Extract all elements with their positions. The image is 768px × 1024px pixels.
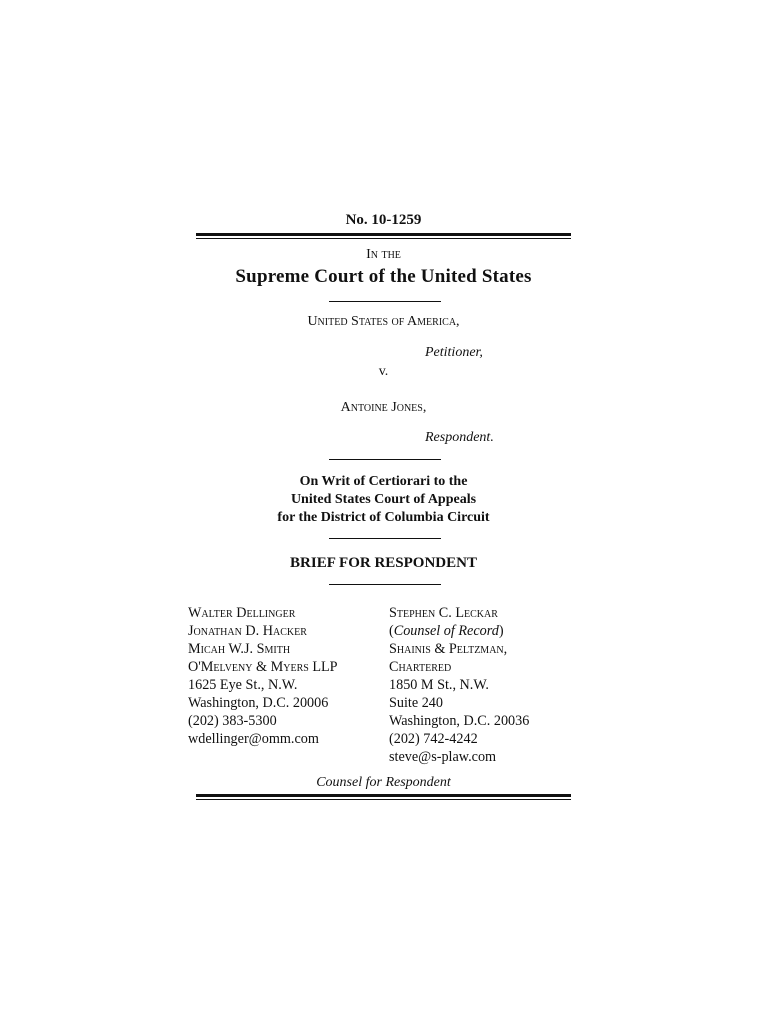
court-name: Supreme Court of the United States xyxy=(235,266,532,287)
attorney-name: Jonathan D. Hacker xyxy=(188,623,307,639)
writ-line-3: for the District of Columbia Circuit xyxy=(277,510,490,525)
phone-number: (202) 742-4242 xyxy=(389,731,478,747)
top-double-rule xyxy=(196,233,571,239)
petitioner-name: United States of America, xyxy=(307,314,460,329)
law-firm-name: O'Melveny & Myers LLP xyxy=(188,659,338,675)
attorney-name: Walter Dellinger xyxy=(188,605,296,621)
counsel-left-column xyxy=(188,604,338,748)
counsel-footer: Counsel for Respondent xyxy=(316,775,451,790)
counsel-right-column xyxy=(389,604,529,766)
respondent-name: Antoine Jones, xyxy=(340,400,427,415)
address-city: Washington, D.C. 20006 xyxy=(188,695,329,711)
divider-2 xyxy=(329,459,441,460)
paren-open: ( xyxy=(389,623,394,639)
writ-line-2: United States Court of Appeals xyxy=(290,492,477,507)
brief-title: BRIEF FOR RESPONDENT xyxy=(290,555,477,571)
counsel-of-record-note xyxy=(389,622,529,640)
in-the-label: In the xyxy=(366,247,401,262)
petitioner-role: Petitioner, xyxy=(425,345,483,360)
respondent-role: Respondent. xyxy=(425,430,494,445)
email-address: steve@s-plaw.com xyxy=(389,749,497,765)
address-street: 1625 Eye St., N.W. xyxy=(188,677,298,693)
counsel-of-record-text: Counsel of Record xyxy=(393,623,499,639)
address-suite: Suite 240 xyxy=(389,695,443,711)
writ-line-1: On Writ of Certiorari to the xyxy=(299,474,468,489)
attorney-name: Micah W.J. Smith xyxy=(188,641,291,657)
address-city: Washington, D.C. 20036 xyxy=(389,713,530,729)
attorney-name: Stephen C. Leckar xyxy=(389,605,498,621)
divider-1 xyxy=(329,301,441,302)
paren-close: ) xyxy=(498,623,504,639)
address-street: 1850 M St., N.W. xyxy=(389,677,489,693)
law-firm-suffix: Chartered xyxy=(389,659,452,675)
versus: v. xyxy=(378,364,389,379)
bottom-double-rule xyxy=(196,794,571,800)
divider-3 xyxy=(329,538,441,539)
divider-4 xyxy=(329,584,441,585)
phone-number: (202) 383-5300 xyxy=(188,713,277,729)
law-firm-name: Shainis & Peltzman, xyxy=(389,641,508,657)
email-address: wdellinger@omm.com xyxy=(188,731,319,747)
docket-number: No. 10-1259 xyxy=(345,212,422,228)
